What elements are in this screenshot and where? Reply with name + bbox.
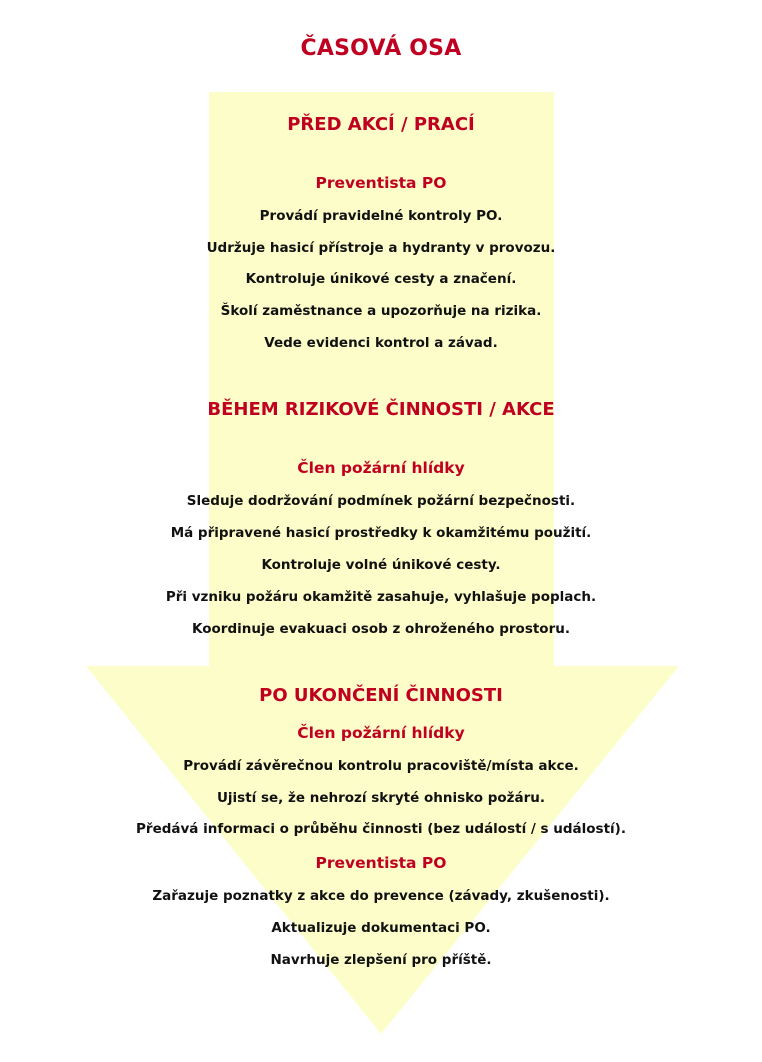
- duty-item: Kontroluje volné únikové cesty.: [261, 557, 501, 573]
- duty-item: Vede evidenci kontrol a závad.: [264, 335, 498, 351]
- phase-heading-after: PO UKONČENÍ ČINNOSTI: [259, 685, 503, 706]
- duty-item: Ujistí se, že nehrozí skryté ohnisko požáru.: [216, 790, 546, 806]
- role-heading: Preventista PO: [315, 854, 447, 872]
- duty-item: Zařazuje poznatky z akce do prevence (závady, zkušenosti).: [152, 888, 610, 904]
- duty-item: Sleduje dodržování podmínek požární bezpečnosti.: [186, 493, 576, 509]
- duty-item: Navrhuje zlepšení pro příště.: [270, 952, 492, 968]
- role-heading: Preventista PO: [315, 174, 447, 192]
- phase-heading-before: PŘED AKCÍ / PRACÍ: [287, 114, 475, 135]
- duty-item: Školí zaměstnance a upozorňuje na rizika.: [220, 303, 542, 319]
- duty-item: Provádí pravidelné kontroly PO.: [259, 208, 503, 224]
- duty-item: Koordinuje evakuaci osob z ohroženého prostoru.: [192, 621, 570, 637]
- role-heading: Člen požární hlídky: [297, 459, 465, 477]
- duty-item: Kontroluje únikové cesty a značení.: [245, 271, 517, 287]
- role-heading: Člen požární hlídky: [297, 724, 465, 742]
- phase-heading-during: BĚHEM RIZIKOVÉ ČINNOSTI / AKCE: [207, 399, 555, 420]
- duty-item: Aktualizuje dokumentaci PO.: [271, 920, 491, 936]
- duty-item: Má připravené hasicí prostředky k okamžitému použití.: [170, 525, 592, 541]
- duty-item: Předává informaci o průběhu činnosti (bez událostí / s událostí).: [136, 821, 626, 837]
- page-title: ČASOVÁ OSA: [300, 36, 462, 61]
- duty-item: Provádí závěrečnou kontrolu pracoviště/místa akce.: [183, 758, 579, 774]
- duty-item: Při vzniku požáru okamžitě zasahuje, vyhlašuje poplach.: [165, 589, 597, 605]
- duty-item: Udržuje hasicí přístroje a hydranty v provozu.: [206, 240, 556, 256]
